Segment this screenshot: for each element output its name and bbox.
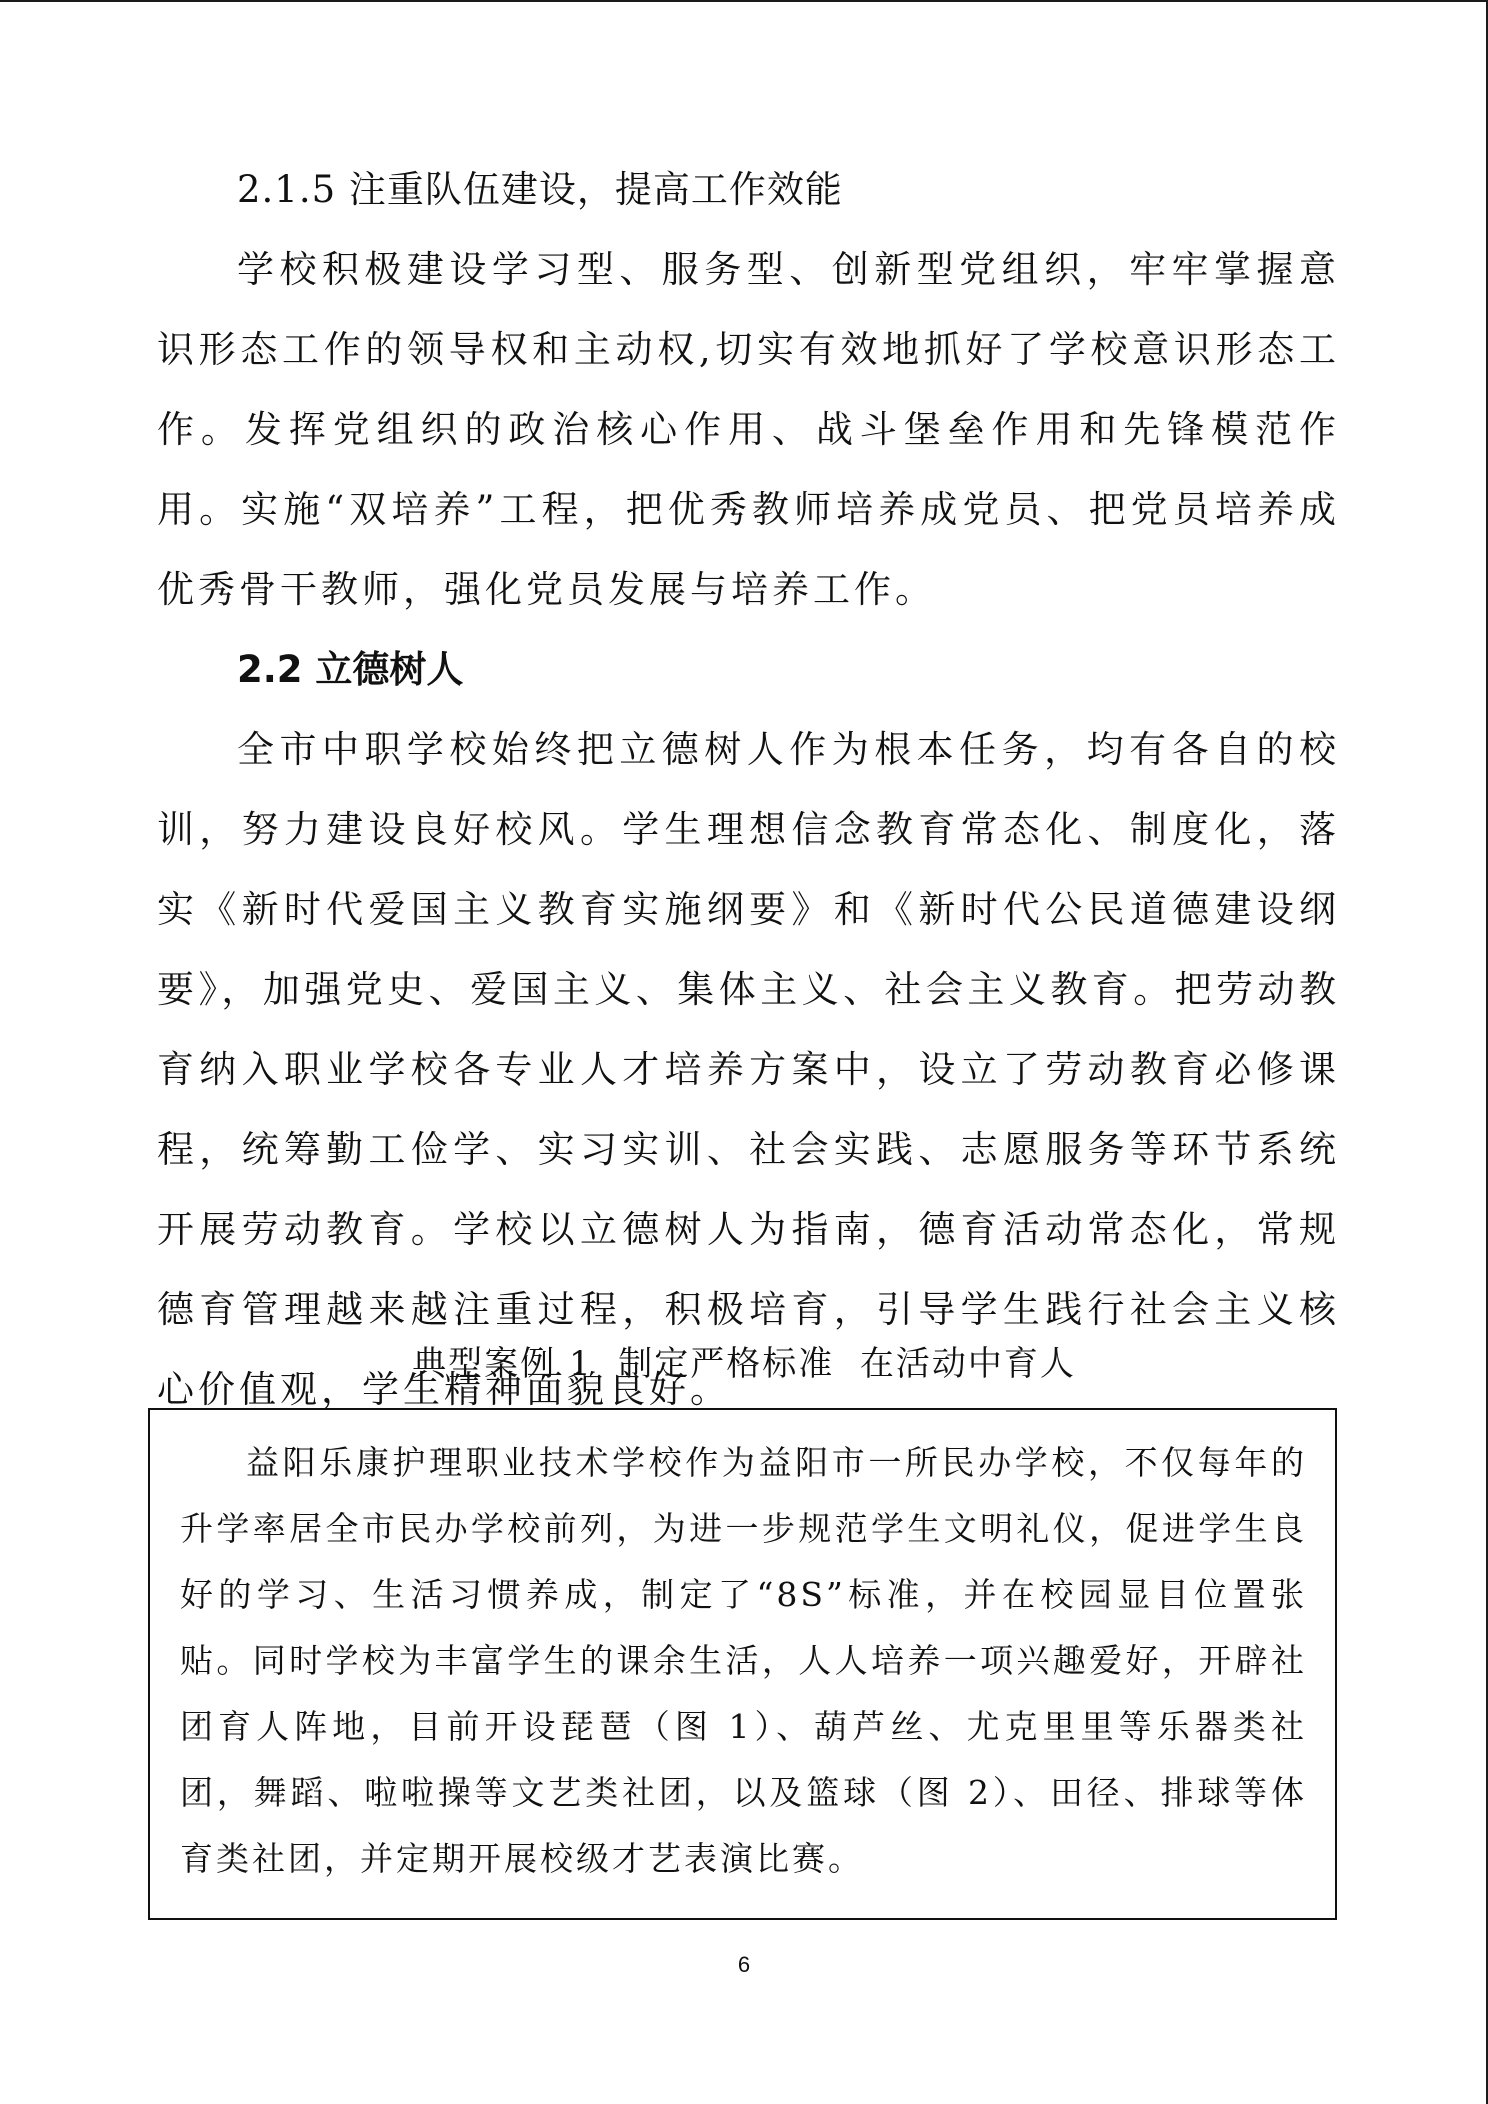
section-2-2-paragraph: 全市中职学校始终把立德树人作为根本任务，均有各自的校训，努力建设良好校风。学生理想信念教育常态化、制度化，落实《新时代爱国主义教育实施纲要》和《新时代公民道德建设纲要》，加强党史、爱国主义、集体主义、社会主义教育。把劳动教育纳入职业学校各专业人才培养方案中，设立了劳动教育必修课程，统筹勤工俭学、实习实训、社会实践、志愿服务等环节系统开展劳动教育。学校以立德树人为指南，德育活动常态化，常规德育管理越来越注重过程，积极培育，引导学生践行社会主义核心价值观，学生精神面貌良好。 <box>157 728 1340 1411</box>
page-number: 6 <box>737 1952 751 1977</box>
section-2-1-5-paragraph: 学校积极建设学习型、服务型、创新型党组织，牢牢掌握意识形态工作的领导权和主动权,切实有效地抓好了学校意识形态工作。发挥党组织的政治核心作用、战斗堡垒作用和先锋模范作用。实施“双培养”工程，把优秀教师培养成党员、把党员培养成优秀骨干教师，强化党员发展与培养工作。 <box>157 248 1340 611</box>
section-2-2-heading: 2.2 立德树人 <box>237 648 464 691</box>
case-study-title: 典型案例 1 制定严格标准 在活动中育人 <box>412 1344 1076 1384</box>
case-study-box <box>148 1408 1337 1920</box>
case-study-body: 益阳乐康护理职业技术学校作为益阳市一所民办学校，不仅每年的升学率居全市民办学校前列，为进一步规范学生文明礼仪，促进学生良好的学习、生活习惯养成，制定了“8S”标准，并在校园显目位置张贴。同时学校为丰富学生的课余生活，人人培养一项兴趣爱好，开辟社团育人阵地，目前开设琵琶（图 1）、葫芦丝、尤克里里等乐器类社团，舞蹈、啦啦操等文艺类社团，以及篮球（图 2）、田径、排球等体育类社团，并定期开展校级才艺表演比赛。 <box>180 1443 1307 1878</box>
page-top-border <box>0 0 1488 2</box>
section-2-1-5-heading: 2.1.5 注重队伍建设，提高工作效能 <box>237 168 843 211</box>
document-body <box>157 150 1340 1430</box>
